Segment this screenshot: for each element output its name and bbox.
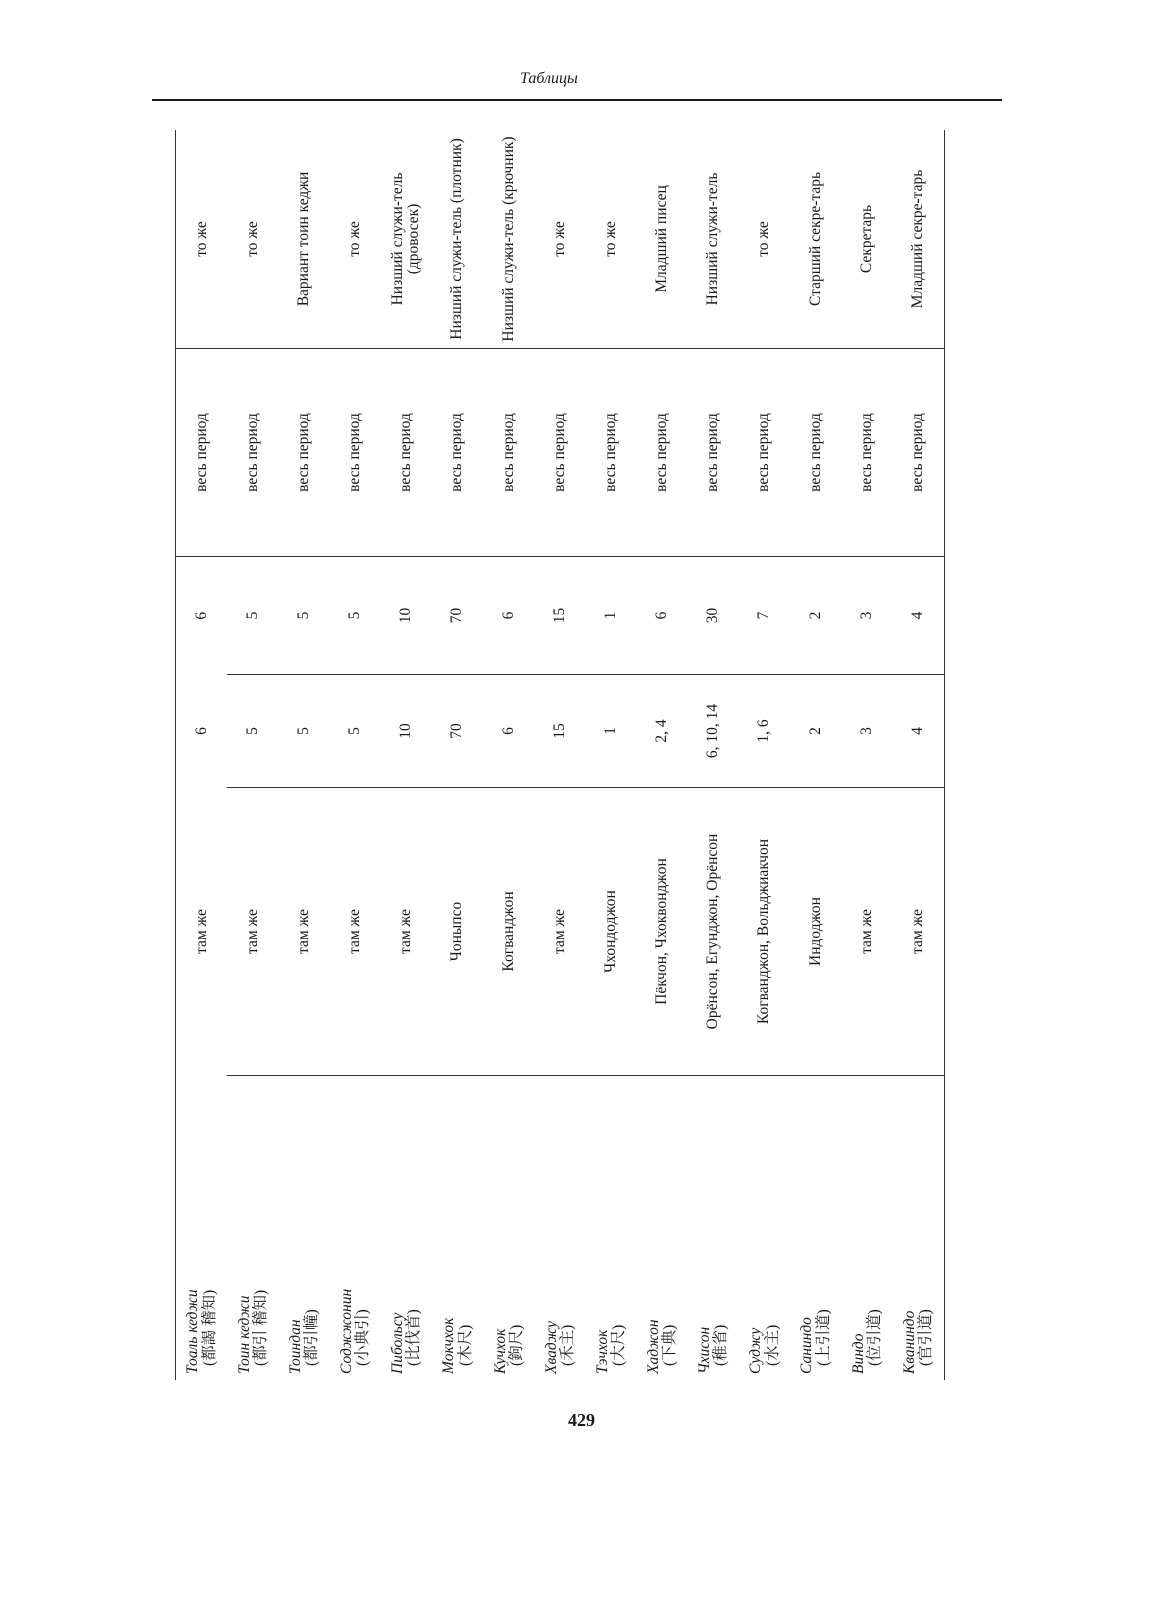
term-characters: (比伐首)	[405, 1309, 423, 1366]
term-label: Пибольсу	[389, 1312, 407, 1374]
gap-cell	[381, 1076, 432, 1204]
institution-cell: там же	[192, 909, 210, 954]
note-cell: Низший служи-тель (крючник)	[483, 130, 534, 349]
table-row	[279, 130, 330, 1380]
note-cell: Вариант тоин кеджи	[279, 130, 330, 349]
table-row	[483, 130, 534, 1380]
count-cell: 15	[534, 675, 585, 788]
period-cell: весь период	[586, 349, 637, 557]
table-row	[841, 130, 892, 1380]
term-label: Саниндо	[798, 1317, 816, 1374]
count-cell: 5	[330, 675, 381, 788]
term-characters: (位引道)	[865, 1309, 883, 1366]
term-characters: (鉤尺)	[507, 1324, 525, 1366]
period-cell: весь период	[330, 349, 381, 557]
table-row	[790, 130, 841, 1380]
total-cell: 30	[688, 557, 739, 675]
period-cell: весь период	[432, 349, 483, 557]
total-cell: 5	[227, 557, 278, 675]
term-characters: (禾主)	[558, 1324, 576, 1366]
institution-cell: Индоджон	[790, 788, 841, 1076]
total-cell: 2	[790, 557, 841, 675]
term-characters: (小典引)	[354, 1309, 372, 1366]
term-cell	[381, 1203, 432, 1380]
officials-table	[175, 130, 945, 1380]
table-row	[892, 130, 944, 1380]
total-cell: 3	[841, 557, 892, 675]
total-cell: 5	[279, 557, 330, 675]
note-cell: то же	[534, 130, 585, 349]
count-cell: 2	[790, 675, 841, 788]
term-cell	[330, 1203, 381, 1380]
period-cell: весь период	[483, 349, 534, 557]
institution-cell: Чоныпсо	[432, 788, 483, 1076]
count-cell: 6	[483, 675, 534, 788]
institution-cell: там же	[330, 788, 381, 1076]
term-cell	[790, 1203, 841, 1380]
term-characters: (木尺)	[456, 1324, 474, 1366]
term-label: Суджу	[747, 1327, 765, 1374]
gap-cell	[790, 1076, 841, 1204]
total-cell: 10	[381, 557, 432, 675]
institution-cell: там же	[841, 788, 892, 1076]
count-cell: 10	[381, 675, 432, 788]
term-cell	[841, 1203, 892, 1380]
term-characters: (都引幢)	[303, 1309, 321, 1366]
term-label: Чхисон	[696, 1326, 714, 1374]
table-row	[688, 130, 739, 1380]
period-cell: весь период	[637, 349, 688, 557]
count-cell: 3	[841, 675, 892, 788]
term-label: Тоин кеджи	[235, 1295, 253, 1374]
institution-cell: Когванджон, Вольджиакчон	[739, 788, 790, 1076]
note-cell: Низший служи-тель (дровосек)	[381, 130, 432, 349]
term-label: Кваниндо	[900, 1310, 918, 1374]
table-row	[534, 130, 585, 1380]
count-cell: 1, 6	[739, 675, 790, 788]
term-cell	[279, 1203, 330, 1380]
institution-cell: Когванджон	[483, 788, 534, 1076]
note-cell: Младший секре-тарь	[892, 130, 944, 349]
total-cell: 6	[637, 557, 688, 675]
count-cell: 2, 4	[637, 675, 688, 788]
total-cell: 15	[534, 557, 585, 675]
institution-cell: там же	[381, 788, 432, 1076]
term-characters: (大尺)	[610, 1324, 628, 1366]
table-row	[227, 130, 278, 1380]
total-cell: 70	[432, 557, 483, 675]
gap-cell	[739, 1076, 790, 1204]
rotated-table	[175, 130, 945, 1380]
count-cell: 5	[227, 675, 278, 788]
table-row	[176, 130, 228, 1380]
count-cell: 4	[892, 675, 944, 788]
term-cell	[483, 1203, 534, 1380]
term-cell	[534, 1203, 585, 1380]
total-cell: 1	[586, 557, 637, 675]
term-label: Тэчхок	[593, 1329, 611, 1374]
note-cell: Старший секре-тарь	[790, 130, 841, 349]
term-label: Соджжонин	[338, 1288, 356, 1374]
term-cell	[688, 1203, 739, 1380]
institution-cell: Пёкчон, Чхоквонджон	[637, 788, 688, 1076]
term-label: Кучхок	[491, 1328, 509, 1374]
period-cell: весь период	[892, 349, 944, 557]
term-cell	[432, 1203, 483, 1380]
gap-cell	[227, 1076, 278, 1204]
period-cell: весь период	[841, 349, 892, 557]
period-cell: весь период	[688, 349, 739, 557]
table-row	[637, 130, 688, 1380]
institution-cell: Орёнсон, Егунджон, Орёнсон	[688, 788, 739, 1076]
gap-cell	[483, 1076, 534, 1204]
term-characters: (下典)	[661, 1324, 679, 1366]
table-row	[330, 130, 381, 1380]
period-cell: весь период	[176, 349, 228, 557]
term-characters: (稚省)	[712, 1324, 730, 1366]
count-cell: 70	[432, 675, 483, 788]
term-cell	[892, 1203, 944, 1380]
running-head: Таблицы	[520, 70, 578, 87]
table-row	[586, 130, 637, 1380]
gap-cell	[637, 1076, 688, 1204]
note-cell: то же	[227, 130, 278, 349]
term-cell	[586, 1203, 637, 1380]
gap-cell	[586, 1076, 637, 1204]
note-cell: Секретарь	[841, 130, 892, 349]
term-cell	[637, 1203, 688, 1380]
gap-cell	[176, 1076, 228, 1204]
period-cell: весь период	[534, 349, 585, 557]
note-cell: Низший служи-тель (плотник)	[432, 130, 483, 349]
term-label: Тоиндан	[286, 1319, 304, 1374]
gap-cell	[688, 1076, 739, 1204]
count-cell: 1	[586, 675, 637, 788]
note-cell: то же	[586, 130, 637, 349]
period-cell: весь период	[381, 349, 432, 557]
gap-cell	[841, 1076, 892, 1204]
note-cell: то же	[176, 130, 228, 349]
note-cell: то же	[330, 130, 381, 349]
note-cell: Низший служи-тель	[688, 130, 739, 349]
term-characters: (水主)	[763, 1324, 781, 1366]
table-row	[739, 130, 790, 1380]
count-cell: 6, 10, 14	[688, 675, 739, 788]
term-characters: (都謁 稽知)	[200, 1289, 218, 1366]
note-cell: Младший писец	[637, 130, 688, 349]
count-cell: 6	[192, 727, 210, 735]
term-label: Хваджу	[542, 1321, 560, 1374]
period-cell: весь период	[227, 349, 278, 557]
gap-cell	[534, 1076, 585, 1204]
total-cell: 5	[330, 557, 381, 675]
gap-cell	[432, 1076, 483, 1204]
institution-cell: Чхондоджон	[586, 788, 637, 1076]
total-cell: 6	[192, 611, 210, 620]
table-row	[432, 130, 483, 1380]
institution-cell: там же	[534, 788, 585, 1076]
count-cell: 5	[279, 675, 330, 788]
table-row	[381, 130, 432, 1380]
term-characters: (官引道)	[917, 1309, 935, 1366]
header-rule	[152, 99, 1002, 101]
institution-cell: там же	[279, 788, 330, 1076]
term-label: Мокчхок	[440, 1317, 458, 1374]
gap-cell	[892, 1076, 944, 1204]
term-cell	[176, 1203, 228, 1380]
term-label: Тоаль кеджи	[184, 1289, 202, 1374]
period-cell: весь период	[739, 349, 790, 557]
term-label: Хаджон	[644, 1319, 662, 1374]
total-cell: 6	[483, 557, 534, 675]
institution-cell: там же	[892, 788, 944, 1076]
term-cell	[739, 1203, 790, 1380]
gap-cell	[279, 1076, 330, 1204]
period-cell: весь период	[790, 349, 841, 557]
term-label: Виндо	[849, 1333, 867, 1374]
term-cell	[227, 1203, 278, 1380]
note-cell: то же	[739, 130, 790, 349]
page-number: 429	[568, 1410, 595, 1430]
term-characters: (都引 稽知)	[251, 1289, 269, 1366]
total-cell: 4	[892, 557, 944, 675]
institution-cell: там же	[227, 788, 278, 1076]
term-characters: (上引道)	[814, 1309, 832, 1366]
period-cell: весь период	[279, 349, 330, 557]
gap-cell	[330, 1076, 381, 1204]
total-cell: 7	[739, 557, 790, 675]
